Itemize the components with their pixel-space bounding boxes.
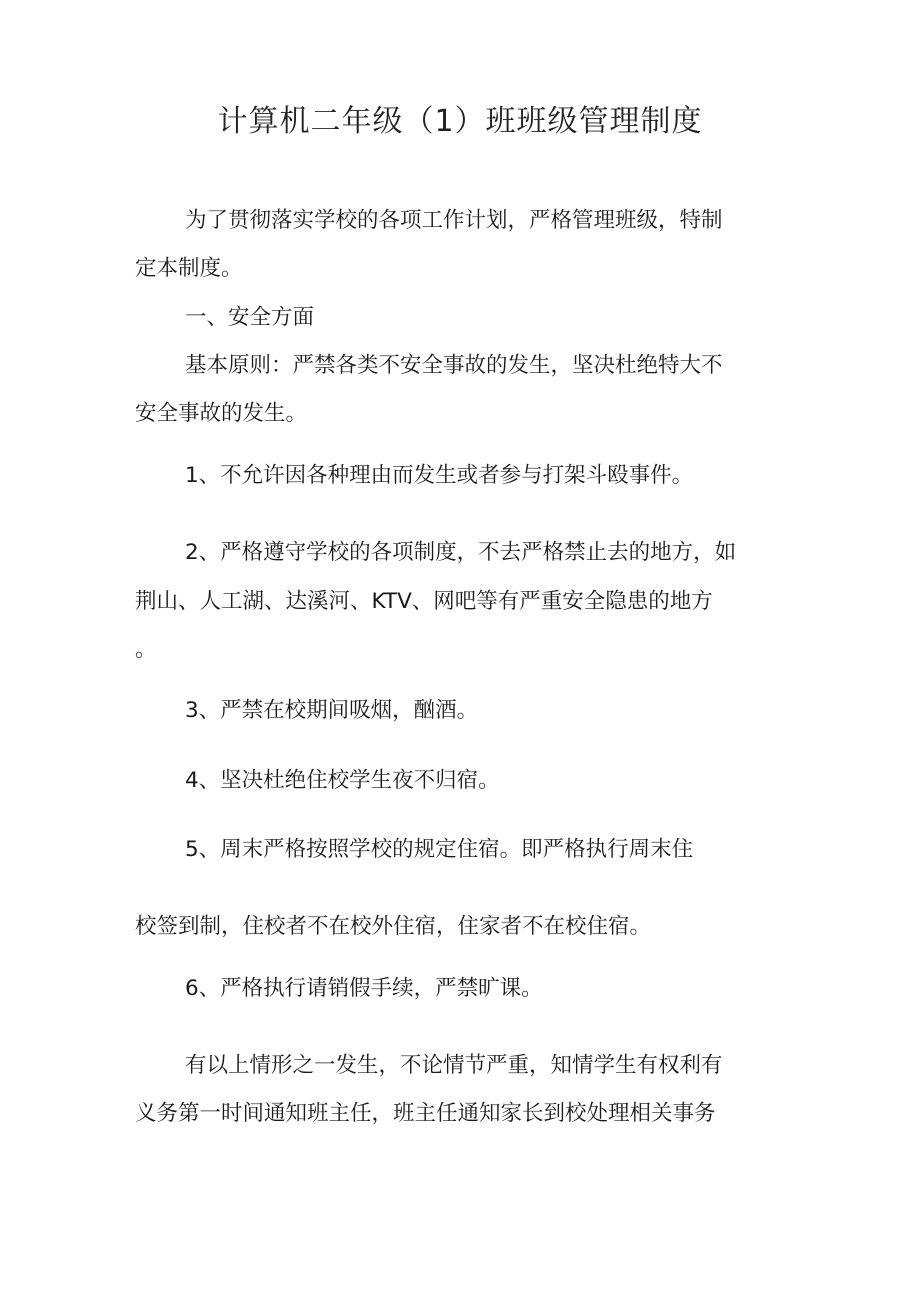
rule-item-1: 1、不允许因各种理由而发生或者参与打架斗殴事件。 xyxy=(185,463,694,488)
rule-item-5-line-1: 5、周末严格按照学校的规定住宿。即严格执行周末住 xyxy=(185,837,694,862)
rule-item-4: 4、坚决杜绝住校学生夜不归宿。 xyxy=(185,768,500,793)
closing-line-1: 有以上情形之一发生，不论情节严重，知情学生有权利有 xyxy=(185,1053,723,1078)
document-title: 计算机二年级（1）班班级管理制度 xyxy=(217,104,703,139)
rule-item-3: 3、严禁在校期间吸烟，酗酒。 xyxy=(185,698,479,723)
rule-item-2-line-2: 荆山、人工湖、达溪河、KTV、网吧等有严重安全隐患的地方 xyxy=(135,589,713,614)
rule-item-5-line-2: 校签到制，住校者不在校外住宿，住家者不在校住宿。 xyxy=(135,914,652,939)
intro-line-1: 为了贯彻落实学校的各项工作计划，严格管理班级，特制 xyxy=(185,208,723,233)
principle-line-1: 基本原则：严禁各类不安全事故的发生，坚决杜绝特大不 xyxy=(185,353,723,378)
closing-line-2: 义务第一时间通知班主任，班主任通知家长到校处理相关事务 xyxy=(135,1101,716,1126)
principle-line-2: 安全事故的发生。 xyxy=(135,401,308,426)
rule-item-6: 6、严格执行请销假手续，严禁旷课。 xyxy=(185,976,543,1001)
rule-item-2-line-3: 。 xyxy=(135,637,157,662)
intro-line-2: 定本制度。 xyxy=(135,256,243,281)
rule-item-2-line-1: 2、严格遵守学校的各项制度，不去严格禁止去的地方，如 xyxy=(185,540,737,565)
section-heading-safety: 一、安全方面 xyxy=(185,305,315,330)
